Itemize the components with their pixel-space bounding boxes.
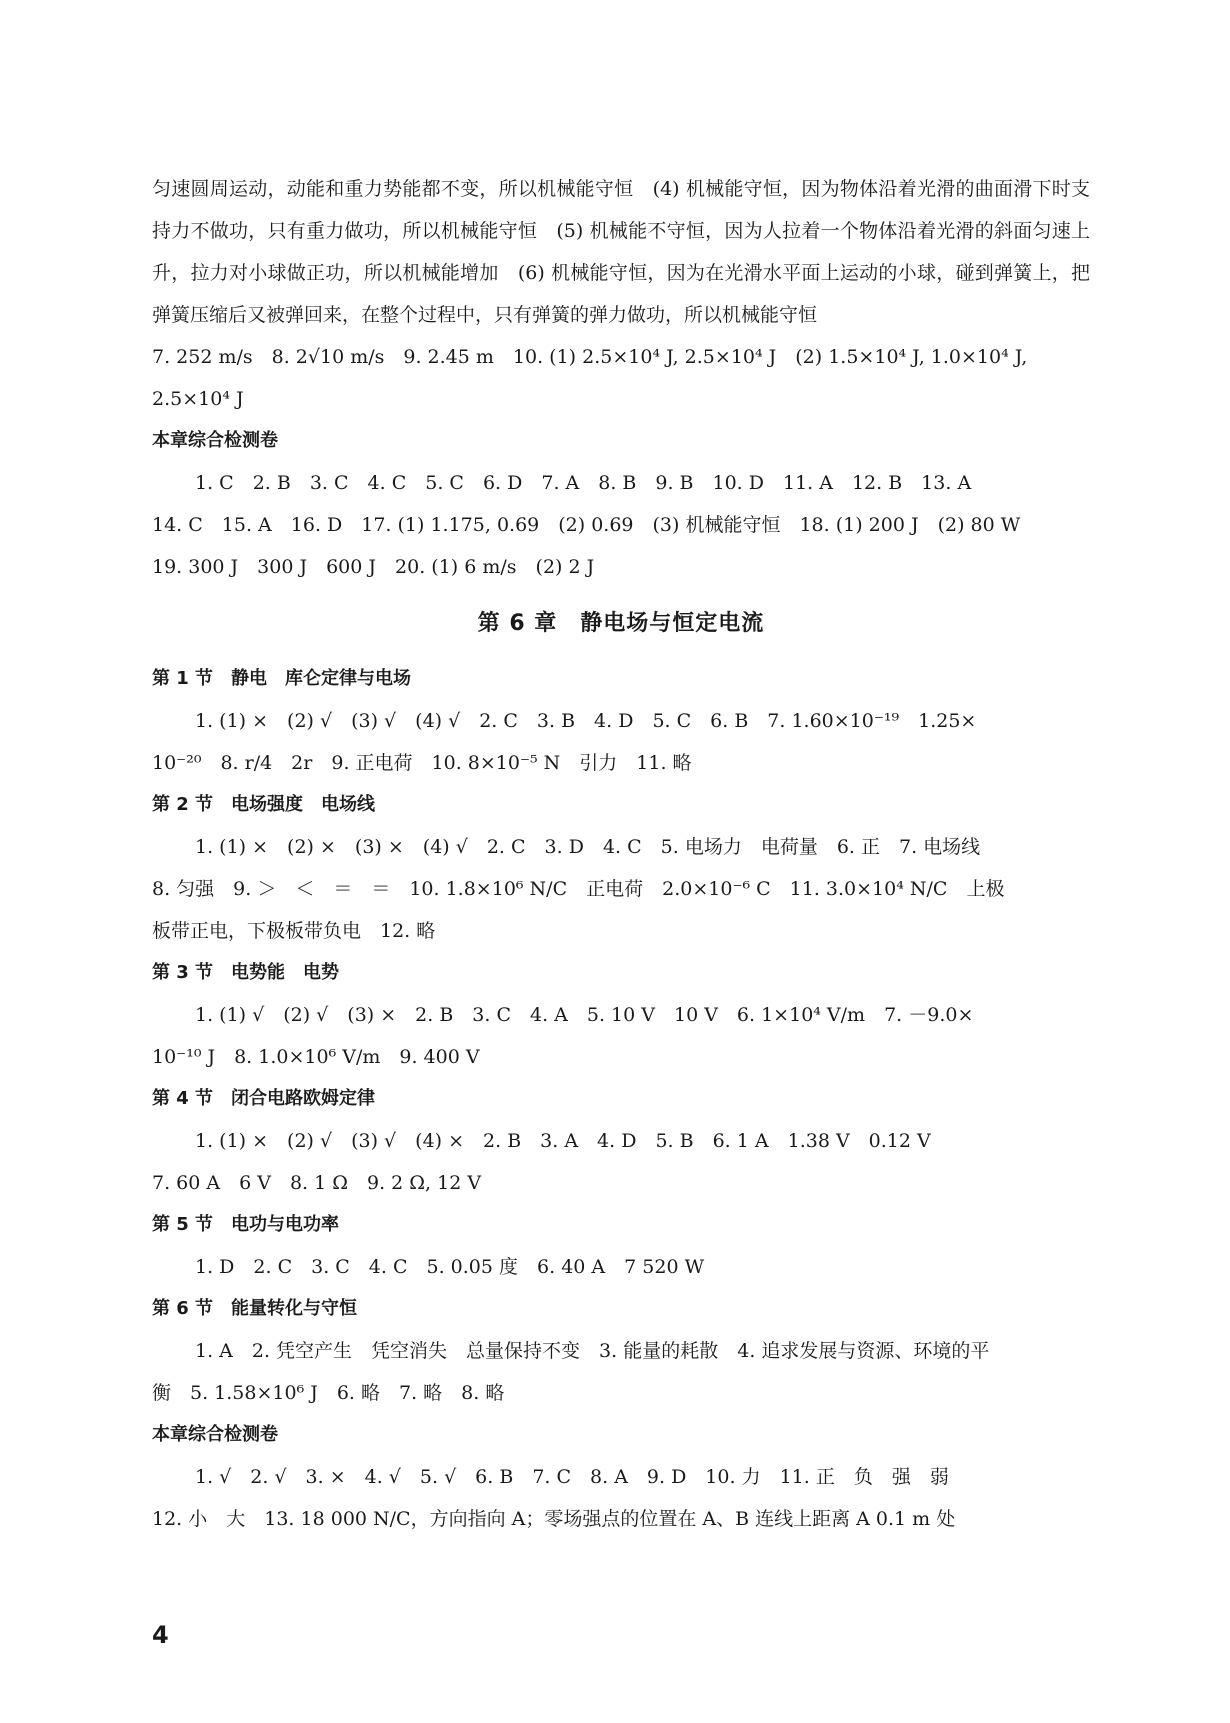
section-title-4: 第 4 节 闭合电路欧姆定律 [152, 1088, 376, 1109]
answer-line: 14. C 15. A 16. D 17. (1) 1.175, 0.69 (2) 0.69 (3) 机械能守恒 18. (1) 200 J (2) 80 W [152, 514, 1021, 536]
answer-line: 板带正电，下极板带负电 12. 略 [152, 920, 436, 942]
section-title-1: 第 1 节 静电 库仑定律与电场 [152, 668, 412, 689]
intro-answer-line: 7. 252 m/s 8. 2√10 m/s 9. 2.45 m 10. (1) 2.5×10⁴ J, 2.5×10⁴ J (2) 1.5×10⁴ J, 1.0×10⁴ J, [152, 346, 1028, 368]
answer-line: 1. (1) × (2) √ (3) √ (4) √ 2. C 3. B 4. D 5. C 6. B 7. 1.60×10⁻¹⁹ 1.25× [195, 710, 977, 732]
section-title-3: 第 3 节 电势能 电势 [152, 962, 340, 983]
section-title-review-ch6: 本章综合检测卷 [152, 1424, 278, 1445]
intro-paragraph: 匀速圆周运动，动能和重力势能都不变，所以机械能守恒 (4) 机械能守恒，因为物体沿着光滑的曲面滑下时支持力不做功，只有重力做功，所以机械能守恒 (5) 机械能不守恒，因为人拉着一个物体沿着光滑的斜面匀速上升，拉力对小球做正功，所以机械能增加 (6) 机械能守恒，因为在光滑水平面上运动的小球，碰到弹簧上，把弹簧压缩后又被弹回来，在整个过程中，只有弹簧的弹力做功，所以机械能守恒 [152, 178, 1090, 326]
section-title-review-ch5: 本章综合检测卷 [152, 430, 278, 451]
intro-answer-line: 2.5×10⁴ J [152, 388, 244, 410]
answer-line: 7. 60 A 6 V 8. 1 Ω 9. 2 Ω, 12 V [152, 1172, 482, 1194]
answer-line: 衡 5. 1.58×10⁶ J 6. 略 7. 略 8. 略 [152, 1382, 505, 1404]
answer-line: 1. (1) × (2) √ (3) √ (4) × 2. B 3. A 4. D 5. B 6. 1 A 1.38 V 0.12 V [195, 1130, 931, 1152]
answer-line: 1. (1) √ (2) √ (3) × 2. B 3. C 4. A 5. 10 V 10 V 6. 1×10⁴ V/m 7. －9.0× [195, 1004, 974, 1026]
section-title-5: 第 5 节 电功与电功率 [152, 1214, 340, 1235]
answer-line: 12. 小 大 13. 18 000 N/C，方向指向 A；零场强点的位置在 A、B 连线上距离 A 0.1 m 处 [152, 1508, 956, 1530]
answer-line: 1. (1) × (2) × (3) × (4) √ 2. C 3. D 4. C 5. 电场力 电荷量 6. 正 7. 电场线 [195, 836, 981, 858]
section-title-6: 第 6 节 能量转化与守恒 [152, 1298, 358, 1319]
answer-line: 1. D 2. C 3. C 4. C 5. 0.05 度 6. 40 A 7 520 W [195, 1256, 705, 1278]
chapter-title: 第 6 章 静电场与恒定电流 [477, 611, 765, 636]
answer-line: 8. 匀强 9. ＞ ＜ ＝ ＝ 10. 1.8×10⁶ N/C 正电荷 2.0×10⁻⁶ C 11. 3.0×10⁴ N/C 上极 [152, 878, 1005, 900]
answer-line: 19. 300 J 300 J 600 J 20. (1) 6 m/s (2) 2 J [152, 556, 595, 578]
answer-line: 1. A 2. 凭空产生 凭空消失 总量保持不变 3. 能量的耗散 4. 追求发展与资源、环境的平 [195, 1340, 990, 1362]
answer-line: 10⁻¹⁰ J 8. 1.0×10⁶ V/m 9. 400 V [152, 1046, 480, 1068]
section-title-2: 第 2 节 电场强度 电场线 [152, 794, 376, 815]
answer-line: 1. √ 2. √ 3. × 4. √ 5. √ 6. B 7. C 8. A 9. D 10. 力 11. 正 负 强 弱 [195, 1466, 949, 1488]
answer-line: 10⁻²⁰ 8. r/4 2r 9. 正电荷 10. 8×10⁻⁵ N 引力 11. 略 [152, 752, 692, 774]
answer-line: 1. C 2. B 3. C 4. C 5. C 6. D 7. A 8. B 9. B 10. D 11. A 12. B 13. A [195, 472, 972, 494]
page-number: 4 [152, 1621, 169, 1649]
